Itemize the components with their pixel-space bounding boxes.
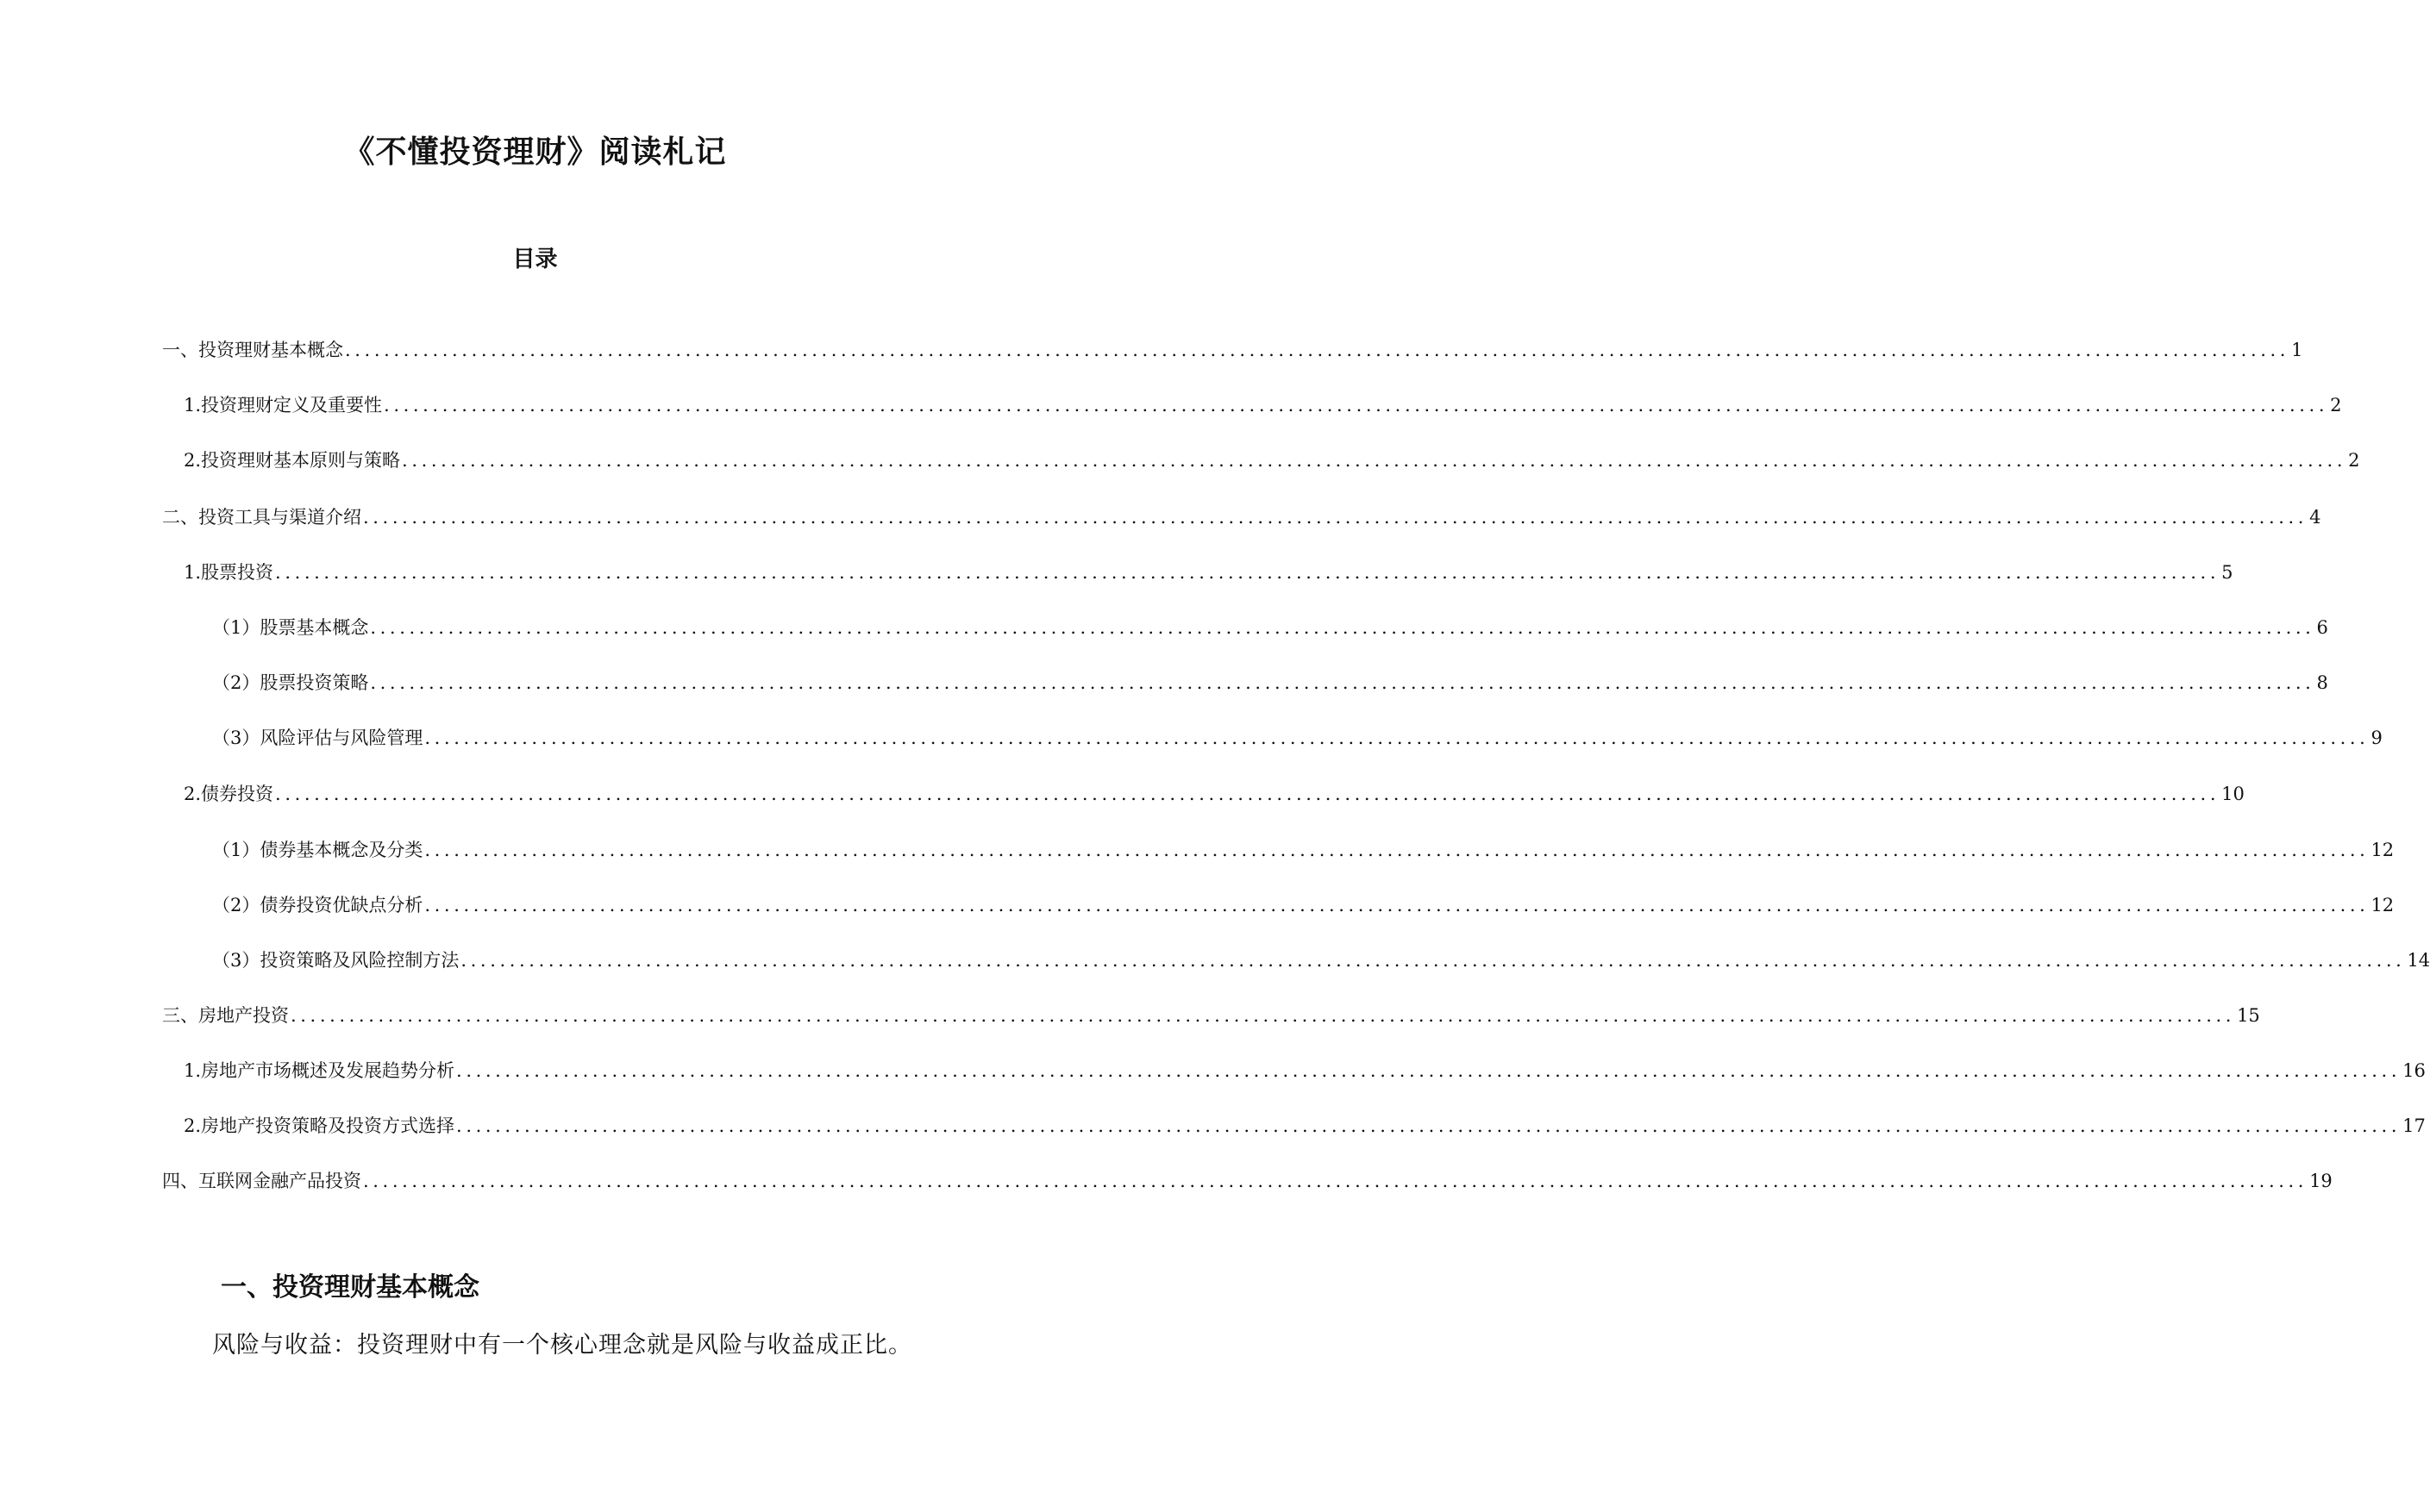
toc-entry[interactable] <box>162 1167 2333 1193</box>
toc-page-number: 5 <box>2221 562 2233 583</box>
toc-page-number: 2 <box>2330 395 2342 415</box>
toc-page-number: 4 <box>2309 507 2321 528</box>
toc-entry-label: 债券投资 <box>201 784 274 804</box>
toc-entry-label: （1）债券基本概念及分类 <box>212 840 423 860</box>
toc-entry-label: 三、房地产投资 <box>162 1005 289 1026</box>
section-heading: 一、投资理财基本概念 <box>221 1272 479 1303</box>
body-paragraph: 风险与收益：投资理财中有一个核心理念就是风险与收益成正比。 <box>212 1332 912 1359</box>
toc-leader-dots: ........................................................................................................................................................................................................ <box>275 784 2220 804</box>
toc-entry-number: 2. <box>184 1115 202 1136</box>
toc-entry-label: 房地产市场概述及发展趋势分析 <box>201 1060 455 1081</box>
toc-page-number: 19 <box>2309 1171 2333 1191</box>
toc-entry-label: 四、互联网金融产品投资 <box>162 1171 361 1191</box>
toc-entry-label: （1）股票基本概念 <box>212 617 369 638</box>
toc-heading: 目录 <box>512 247 558 272</box>
toc-entry[interactable] <box>212 836 2395 862</box>
toc-leader-dots: ........................................................................................................................................................................................................ <box>424 840 2370 860</box>
toc-entry[interactable] <box>162 503 2321 529</box>
toc-leader-dots: ........................................................................................................................................................................................................ <box>384 395 2329 415</box>
toc-page-number: 14 <box>2407 950 2430 971</box>
toc-page-number: 9 <box>2371 728 2383 748</box>
toc-page-number: 17 <box>2402 1115 2426 1136</box>
toc-entry-label: 一、投资理财基本概念 <box>162 340 343 360</box>
toc-page-number: 1 <box>2291 340 2303 360</box>
toc-leader-dots: ........................................................................................................................................................................................................ <box>363 1171 2308 1191</box>
toc-entry[interactable] <box>212 614 2328 640</box>
toc-entry[interactable] <box>162 1002 2260 1028</box>
toc-leader-dots: ........................................................................................................................................................................................................ <box>370 617 2315 638</box>
toc-entry-number: 1. <box>184 395 202 415</box>
toc-entry[interactable] <box>184 391 2342 417</box>
toc-entry-label: （2）债券投资优缺点分析 <box>212 895 423 915</box>
toc-entry-number: 2. <box>184 450 202 471</box>
toc-leader-dots: ........................................................................................................................................................................................................ <box>370 672 2315 693</box>
toc-entry[interactable] <box>184 1057 2426 1083</box>
toc-entry[interactable] <box>184 447 2360 472</box>
toc-entry-label: （3）投资策略及风险控制方法 <box>212 950 460 971</box>
toc-page-number: 8 <box>2316 672 2328 693</box>
toc-page-number: 12 <box>2371 840 2395 860</box>
toc-leader-dots: ........................................................................................................................................................................................................ <box>345 340 2290 360</box>
toc-entry[interactable] <box>212 891 2395 917</box>
toc-entry-label: （2）股票投资策略 <box>212 672 369 693</box>
document-title: 《不懂投资理财》阅读札记 <box>343 134 727 170</box>
toc-entry[interactable] <box>184 1112 2426 1138</box>
toc-page-number: 12 <box>2371 895 2395 915</box>
toc-entry-label: （3）风险评估与风险管理 <box>212 728 423 748</box>
toc-entry-label: 房地产投资策略及投资方式选择 <box>201 1115 455 1136</box>
toc-leader-dots: ........................................................................................................................................................................................................ <box>424 895 2370 915</box>
toc-entry[interactable] <box>212 947 2430 972</box>
toc-entry-label: 股票投资 <box>201 562 274 583</box>
toc-page-number: 6 <box>2316 617 2328 638</box>
toc-entry-label: 投资理财基本原则与策略 <box>201 450 401 471</box>
toc-leader-dots: ........................................................................................................................................................................................................ <box>424 728 2370 748</box>
toc-entry[interactable] <box>212 669 2328 695</box>
toc-entry-number: 2. <box>184 784 202 804</box>
toc-page-number: 10 <box>2221 784 2245 804</box>
toc-leader-dots: ........................................................................................................................................................................................................ <box>275 562 2220 583</box>
toc-leader-dots: ........................................................................................................................................................................................................ <box>456 1115 2402 1136</box>
toc-leader-dots: ........................................................................................................................................................................................................ <box>363 507 2308 528</box>
toc-entry[interactable] <box>184 780 2245 806</box>
toc-entry-number: 1. <box>184 1060 202 1081</box>
toc-leader-dots: ........................................................................................................................................................................................................ <box>460 950 2406 971</box>
toc-entry-label: 投资理财定义及重要性 <box>201 395 383 415</box>
toc-leader-dots: ........................................................................................................................................................................................................ <box>291 1005 2236 1026</box>
toc-page-number: 2 <box>2348 450 2360 471</box>
toc-leader-dots: ........................................................................................................................................................................................................ <box>456 1060 2402 1081</box>
toc-entry-label: 二、投资工具与渠道介绍 <box>162 507 361 528</box>
toc-entry[interactable] <box>212 724 2383 750</box>
toc-page-number: 15 <box>2237 1005 2260 1026</box>
toc-entry[interactable] <box>162 336 2303 362</box>
toc-entry-number: 1. <box>184 562 202 583</box>
toc-leader-dots: ........................................................................................................................................................................................................ <box>402 450 2347 471</box>
toc-entry[interactable] <box>184 559 2233 584</box>
toc-page-number: 16 <box>2402 1060 2426 1081</box>
